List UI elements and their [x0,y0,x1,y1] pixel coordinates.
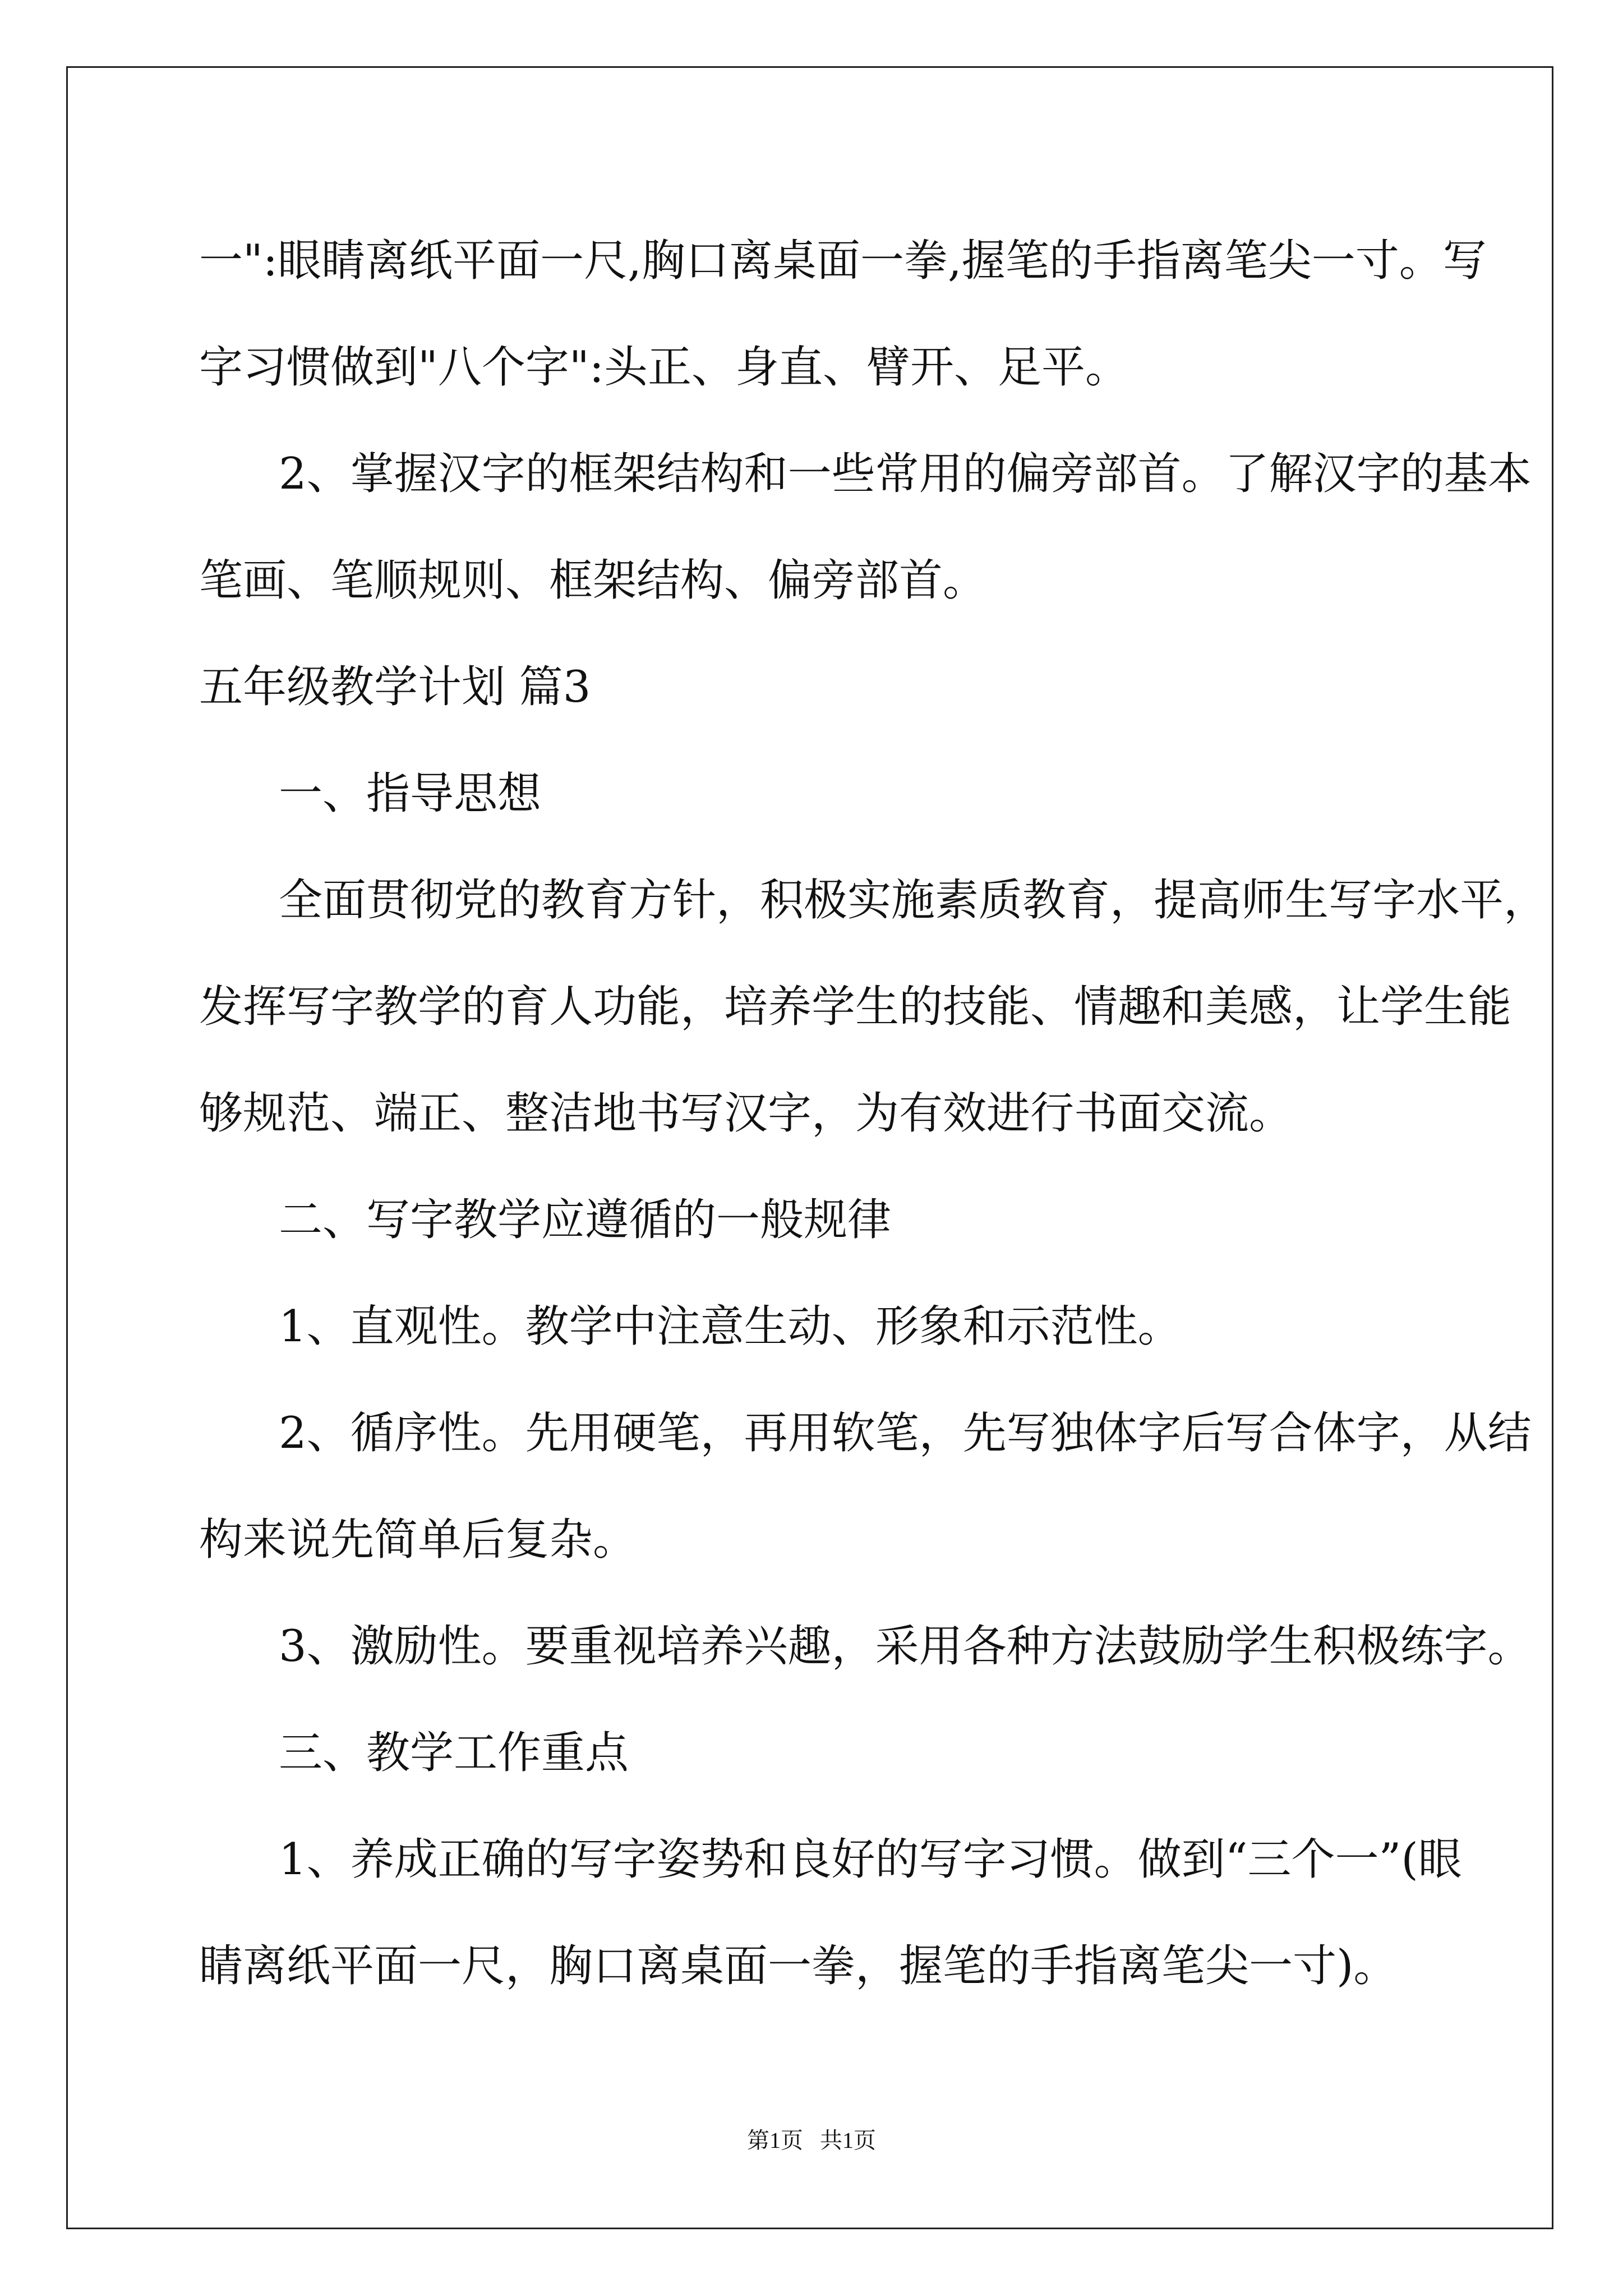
text-line-1: 一":眼睛离纸平面一尺,胸口离桌面一拳,握笔的手指离笔尖一寸。写 [199,236,1487,286]
page-footer [0,2123,1623,2155]
text-line-11: 1、直观性。教学中注意生动、形象和示范性。 [279,1301,1182,1352]
text-line-17: 睛离纸平面一尺，胸口离桌面一拳，握笔的手指离笔尖一寸)。 [199,1941,1398,1991]
text-line-2: 字习惯做到"八个字":头正、身直、臂开、足平。 [199,342,1129,393]
heading-general-rules: 二、写字教学应遵循的一般规律 [279,1195,892,1245]
text-line-3: 2、掌握汉字的框架结构和一些常用的偏旁部首。了解汉字的基本 [279,449,1532,499]
text-line-16: 1、养成正确的写字姿势和良好的写字习惯。做到“三个一”(眼 [279,1834,1462,1885]
text-line-4: 笔画、笔顺规则、框架结构、偏旁部首。 [199,555,987,606]
text-line-7: 全面贯彻党的教育方针，积极实施素质教育，提高师生写字水平， [279,875,1548,926]
page-total: 共1页 [820,2128,876,2153]
page-number: 第1页 [747,2128,803,2153]
text-line-12: 2、循序性。先用硬笔，再用软笔，先写独体字后写合体字，从结 [279,1408,1532,1458]
heading-guiding-thought: 一、指导思想 [279,769,542,819]
document-body [199,208,1548,2019]
section-title: 五年级教学计划 篇3 [199,662,591,712]
text-line-13: 构来说先简单后复杂。 [199,1515,637,1565]
text-line-14: 3、激励性。要重视培养兴趣，采用各种方法鼓励学生积极练字。 [279,1621,1532,1672]
text-line-9: 够规范、端正、整洁地书写汉字，为有效进行书面交流。 [199,1088,1293,1139]
heading-teaching-focus: 三、教学工作重点 [279,1728,629,1778]
text-line-8: 发挥写字教学的育人功能，培养学生的技能、情趣和美感，让学生能 [199,982,1512,1032]
